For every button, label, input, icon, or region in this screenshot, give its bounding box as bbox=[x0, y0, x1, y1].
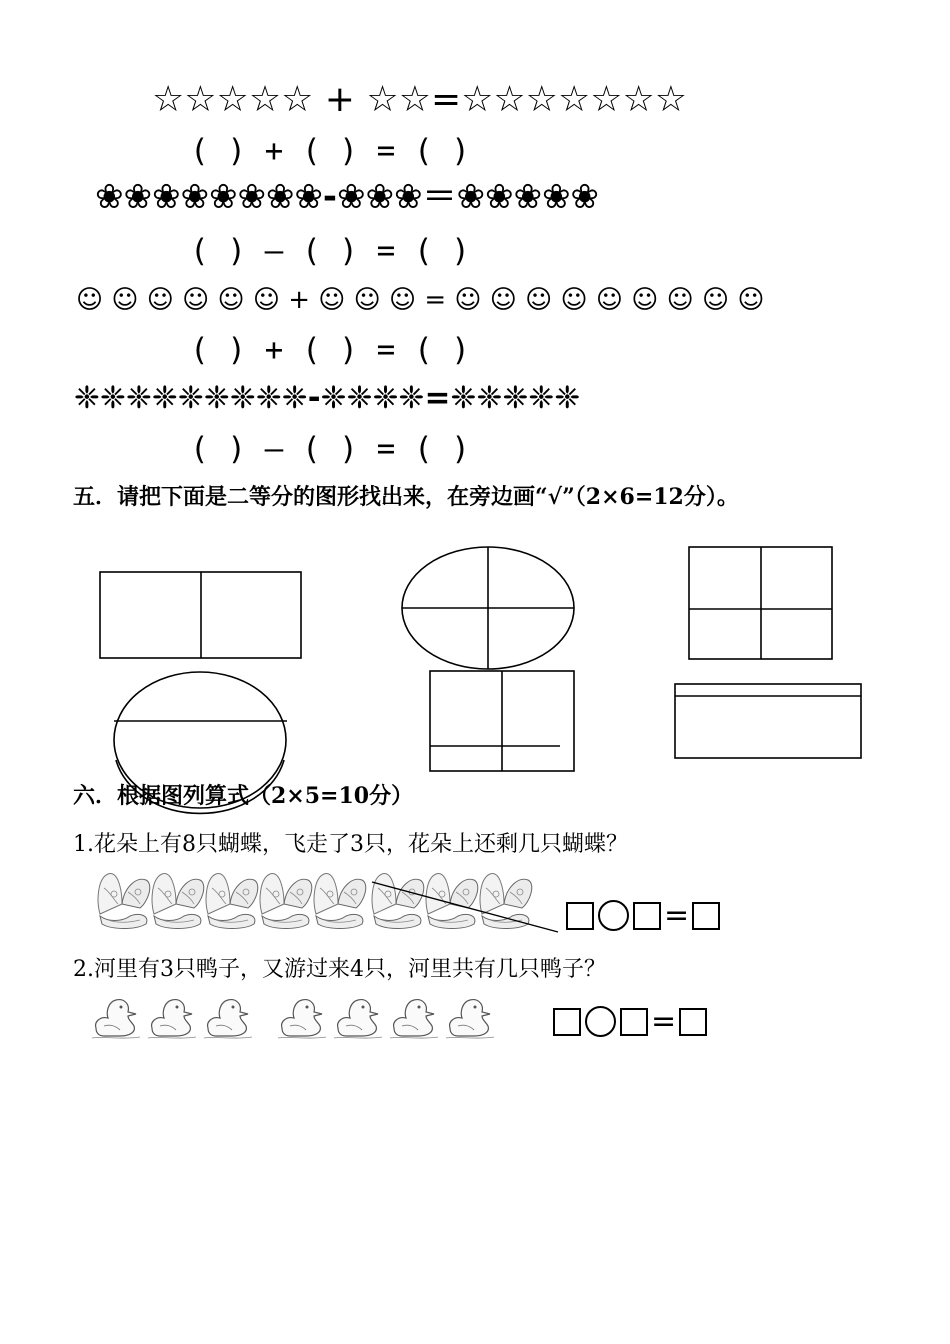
answer-frame-1[interactable] bbox=[566, 897, 720, 933]
duckling-icon bbox=[278, 1000, 326, 1039]
butterfly-icon bbox=[152, 873, 204, 928]
butterfly-icon bbox=[426, 873, 478, 928]
blank-equation-4[interactable]: ( ) — ( ) = ( ) bbox=[190, 431, 470, 467]
section5-heading: 五．请把下面是二等分的图形找出来，在旁边画“√”（2×6=12分）。 bbox=[73, 484, 739, 510]
star-equation: ☆☆☆☆☆ + ☆☆=☆☆☆☆☆☆☆ bbox=[152, 79, 688, 120]
duckling-icon bbox=[446, 1000, 494, 1039]
duckling-icon bbox=[204, 1000, 252, 1039]
butterfly-icon bbox=[372, 873, 424, 928]
blank-equation-2[interactable]: ( ) — ( ) = ( ) bbox=[190, 233, 470, 269]
blank-equation-1[interactable]: ( ) + ( ) = ( ) bbox=[190, 133, 470, 169]
question-2-text: 2.河里有3只鸭子，又游过来4只，河里共有几只鸭子？ bbox=[73, 957, 606, 982]
operator-circle[interactable] bbox=[585, 1006, 616, 1037]
butterfly-icon bbox=[314, 873, 366, 928]
smiley-equation: ☺ ☺ ☺ ☺ ☺ ☺ + ☺ ☺ ☺ = ☺ ☺ ☺ ☺ ☺ ☺ ☺ ☺ ☺ bbox=[76, 285, 765, 315]
operator-circle[interactable] bbox=[598, 900, 629, 931]
duckling-icon bbox=[92, 1000, 140, 1039]
equals-sign: = bbox=[664, 897, 690, 933]
answer-box[interactable] bbox=[566, 902, 594, 930]
snowflake-equation: ❈❈❈❈❈❈❈❈❈-❈❈❈❈=❈❈❈❈❈ bbox=[74, 380, 581, 416]
duckling-icon bbox=[148, 1000, 196, 1039]
answer-box[interactable] bbox=[692, 902, 720, 930]
butterfly-row bbox=[90, 868, 560, 936]
butterfly-icon bbox=[206, 873, 258, 928]
equals-sign: = bbox=[651, 1003, 677, 1039]
section6-heading: 六．根据图列算式（2×5=10分） bbox=[73, 783, 414, 809]
answer-box[interactable] bbox=[553, 1008, 581, 1036]
duckling-icon bbox=[390, 1000, 438, 1039]
question-1-text: 1.花朵上有8只蝴蝶，飞走了3只，花朵上还剩几只蝴蝶？ bbox=[73, 832, 628, 857]
answer-box[interactable] bbox=[679, 1008, 707, 1036]
answer-frame-2[interactable] bbox=[553, 1003, 707, 1039]
blank-equation-3[interactable]: ( ) + ( ) = ( ) bbox=[190, 332, 470, 368]
duckling-icon bbox=[334, 1000, 382, 1039]
answer-box[interactable] bbox=[620, 1008, 648, 1036]
butterfly-icon bbox=[98, 873, 150, 928]
flower-equation: ❀❀❀❀❀❀❀❀-❀❀❀＝❀❀❀❀❀ bbox=[95, 177, 599, 217]
butterfly-icon bbox=[480, 873, 532, 928]
answer-box[interactable] bbox=[633, 902, 661, 930]
butterfly-icon bbox=[260, 873, 312, 928]
duckling-row bbox=[90, 992, 510, 1040]
